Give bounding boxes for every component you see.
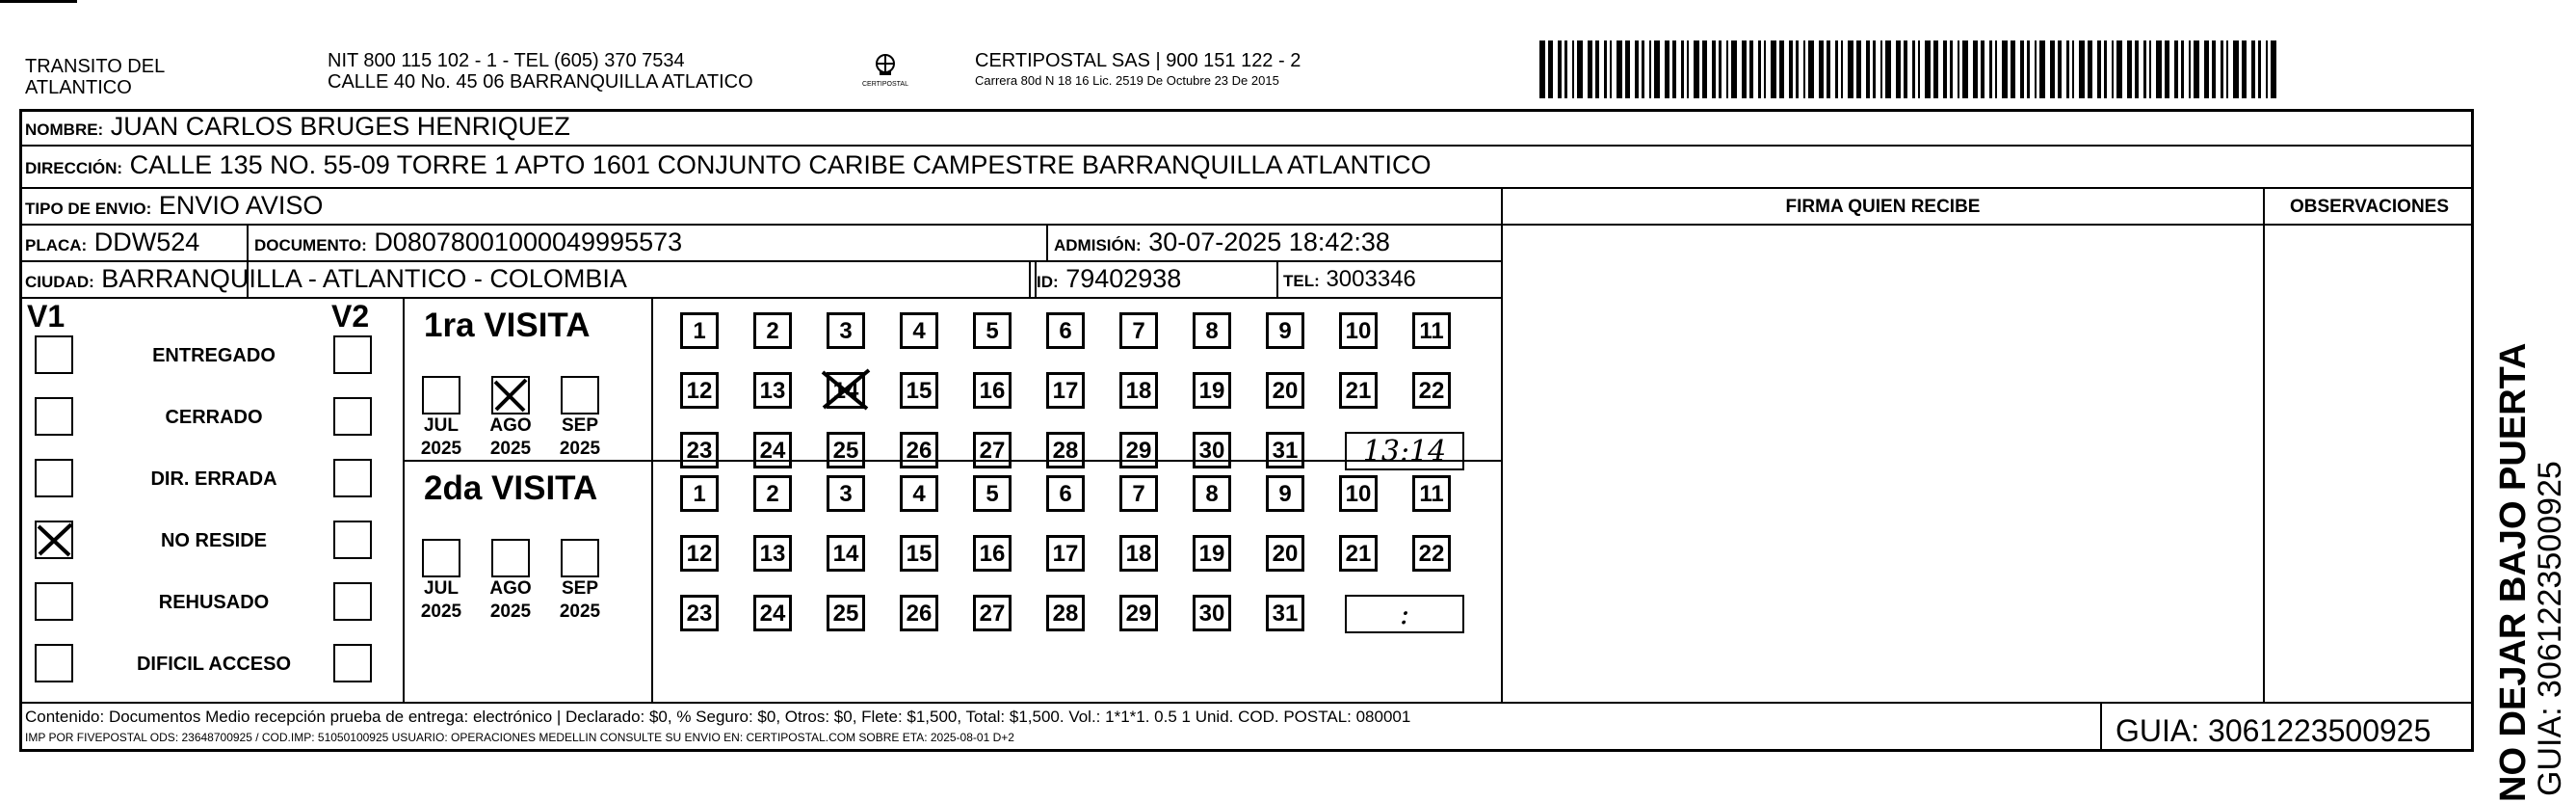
barcode-bar (1981, 40, 1985, 98)
barcode-bar (1803, 40, 1805, 98)
document-row (254, 227, 682, 257)
v1-checkbox[interactable] (35, 335, 73, 374)
barcode-bar (1687, 40, 1689, 98)
day-box[interactable]: 30 (1193, 432, 1231, 468)
day-box[interactable]: 4 (900, 312, 938, 349)
v2-checkbox[interactable] (333, 397, 372, 436)
barcode-bar (1764, 40, 1766, 98)
barcode-bar (2020, 40, 2024, 98)
barcode-bar (2212, 40, 2216, 98)
day-box[interactable]: 15 (900, 535, 938, 572)
month-label: AGO (489, 578, 532, 599)
month-label: SEP (561, 415, 599, 436)
footer-guia: GUIA: 3061223500925 (2116, 713, 2431, 748)
print-line: IMP POR FIVEPOSTAL ODS: 23648700925 / COD.IMP: 51050100925 USUARIO: OPERACIONES MEDELLIN CONSULTE SU ENVIO EN: CERTIPOSTAL.COM SOBRE ETA: 2025-08-01 D+2 (25, 731, 1014, 744)
side-guia: GUIA: 3061223500925 (2532, 461, 2568, 796)
carrier-info (975, 50, 1301, 89)
barcode-bar (2088, 40, 2092, 98)
day-box[interactable]: 21 (1339, 372, 1378, 409)
day-box[interactable]: 8 (1193, 312, 1231, 349)
barcode-bar (2112, 40, 2114, 98)
month-checkbox[interactable] (491, 539, 530, 577)
barcode-bar (2174, 40, 2178, 98)
outcome-label: ENTREGADO (152, 345, 276, 366)
rule-row1 (19, 145, 2474, 147)
barcode-bar (2011, 40, 2015, 98)
day-box[interactable]: 6 (1046, 475, 1085, 512)
day-box[interactable]: 26 (900, 432, 938, 468)
barcode-bar (2233, 40, 2239, 98)
visit-title: 1ra VISITA (424, 307, 591, 344)
barcode-bar (2116, 40, 2122, 98)
barcode-bar (1950, 40, 1953, 98)
rule-obs-left (2263, 187, 2265, 702)
address-row (25, 150, 1432, 180)
day-box[interactable]: 17 (1046, 372, 1085, 409)
v1-checkbox[interactable] (35, 644, 73, 682)
v1-checkbox[interactable] (35, 459, 73, 497)
barcode-bar (2079, 40, 2085, 98)
plate: DDW524 (93, 227, 200, 256)
day-box[interactable]: 1 (680, 475, 719, 512)
city-label: CIUDAD: (25, 273, 94, 291)
day-box[interactable]: 24 (753, 595, 792, 631)
barcode-bar (1896, 40, 1901, 98)
barcode-bar (1973, 40, 1978, 98)
v2-checkbox[interactable] (333, 521, 372, 559)
barcode-bar (1808, 40, 1814, 98)
v1-label: V1 (27, 299, 66, 334)
day-box[interactable]: 9 (1266, 475, 1304, 512)
barcode-bar (1749, 40, 1753, 98)
barcode-bar (2097, 40, 2101, 98)
barcode-bar (1702, 40, 1707, 98)
day-box[interactable]: 9 (1266, 312, 1304, 349)
signature-header: FIRMA QUIEN RECIBE (1785, 197, 1981, 217)
carrier-line1: CERTIPOSTAL SAS | 900 151 122 - 2 (975, 50, 1301, 71)
month-label: JUL (424, 578, 459, 599)
barcode-bar (1989, 40, 1992, 98)
v1-checkbox[interactable] (35, 397, 73, 436)
barcode-bar (1665, 40, 1669, 98)
barcode-bar (1912, 40, 1915, 98)
day-box[interactable]: 2 (753, 475, 792, 512)
month-year: 2025 (559, 602, 601, 622)
barcode-bar (1742, 40, 1747, 98)
day-box[interactable]: 25 (827, 595, 865, 631)
month-label: SEP (561, 578, 599, 599)
barcode-bar (1642, 40, 1644, 98)
barcode-bar (1625, 40, 1630, 98)
barcode-bar (2266, 40, 2268, 98)
day-box[interactable]: 15 (900, 372, 938, 409)
sender-contact: NIT 800 115 102 - 1 - TEL (605) 370 7534 CALLE 40 No. 45 06 BARRANQUILLA ATLATICO (328, 50, 753, 93)
month-year: 2025 (489, 602, 532, 622)
day-box[interactable]: 16 (973, 535, 1012, 572)
barcode-bar (1595, 40, 1599, 98)
barcode-bar (1866, 40, 1870, 98)
carrier-line2: Carrera 80d N 18 16 Lic. 2519 De Octubre 23 De 2015 (975, 73, 1279, 88)
day-box[interactable]: 19 (1193, 535, 1231, 572)
barcode-bar (2027, 40, 2030, 98)
barcode-bar (2104, 40, 2107, 98)
rule-footer-guia (2100, 702, 2102, 752)
month-label: JUL (424, 415, 459, 436)
barcode-bar (1635, 40, 1639, 98)
rule-row4 (19, 260, 1503, 262)
day-box[interactable]: 7 (1119, 475, 1158, 512)
month-year: 2025 (559, 439, 601, 459)
v2-checkbox[interactable] (333, 644, 372, 682)
day-box[interactable]: 11 (1412, 475, 1451, 512)
id-row (1037, 264, 1181, 294)
rule-outcomes-right (403, 297, 405, 702)
v2-checkbox[interactable] (333, 459, 372, 497)
barcode-bar (2058, 40, 2062, 98)
barcode-bar (1694, 40, 1699, 98)
day-box[interactable]: 13 (753, 372, 792, 409)
day-box[interactable]: 4 (900, 475, 938, 512)
barcode-bar (2251, 40, 2255, 98)
content-line: Contenido: Documentos Medio recepción prueba de entrega: electrónico | Declarado: $0, % Seguro: $0, Otros: $0, Flete: $1,500, Total: $1,500. Vol.: 1*1*1. 0.5 1 Unid. COD. POSTAL: 080001 (25, 708, 1411, 726)
day-box[interactable]: 10 (1339, 312, 1378, 349)
day-box[interactable]: 7 (1119, 312, 1158, 349)
barcode-bar (1933, 40, 1938, 98)
day-box[interactable]: 20 (1266, 535, 1304, 572)
barcode-bar (1604, 40, 1607, 98)
rule-months-right (651, 297, 653, 702)
month-checkbox[interactable] (422, 539, 460, 577)
barcode-bar (2271, 40, 2276, 98)
barcode-bar (2002, 40, 2008, 98)
rule-tel (1276, 260, 1278, 297)
barcode-bar (1564, 40, 1567, 98)
address-label: DIRECCIÓN: (25, 159, 123, 177)
v1-check-mark (37, 522, 73, 557)
barcode-bar (1572, 40, 1574, 98)
document-label: DOCUMENTO: (254, 236, 367, 254)
day-box[interactable]: 12 (680, 372, 719, 409)
barcode-bar (1558, 40, 1562, 98)
barcode-bar (1880, 40, 1882, 98)
month-checkbox[interactable] (561, 376, 599, 414)
barcode-bar (1789, 40, 1793, 98)
carrier-logo (860, 50, 910, 94)
day-box[interactable]: 8 (1193, 475, 1231, 512)
day-box[interactable]: 28 (1046, 432, 1085, 468)
v1-checkbox[interactable] (35, 582, 73, 621)
barcode-bar (2066, 40, 2069, 98)
barcode-bar (1610, 40, 1612, 98)
barcode-bar (1731, 40, 1737, 98)
day-box[interactable]: 12 (680, 535, 719, 572)
month-label: AGO (489, 415, 532, 436)
observations-header: OBSERVACIONES (2289, 197, 2450, 217)
barcode-bar (1771, 40, 1776, 98)
barcode-bar (1577, 40, 1583, 98)
visit-title: 2da VISITA (424, 469, 598, 507)
barcode (1539, 40, 2291, 98)
day-box[interactable]: 5 (973, 312, 1012, 349)
id-label: ID: (1037, 273, 1059, 291)
day-box[interactable]: 3 (827, 475, 865, 512)
recipient-address: CALLE 135 NO. 55-09 TORRE 1 APTO 1601 CONJUNTO CARIBE CAMPESTRE BARRANQUILLA ATLANTICO (129, 150, 1432, 179)
day-box[interactable]: 27 (973, 595, 1012, 631)
admission-row (1054, 227, 1390, 257)
barcode-bar (2143, 40, 2146, 98)
day-box[interactable]: 6 (1046, 312, 1085, 349)
barcode-bar (1548, 40, 1553, 98)
day-box[interactable]: 14 (827, 372, 865, 409)
month-year: 2025 (420, 439, 462, 459)
day-box[interactable]: 26 (900, 595, 938, 631)
barcode-bar (1958, 40, 1959, 98)
barcode-bar (1796, 40, 1799, 98)
barcode-bar (1918, 40, 1920, 98)
day-box[interactable]: 28 (1046, 595, 1085, 631)
month-check-mark (493, 378, 528, 413)
day-box[interactable]: 22 (1412, 535, 1451, 572)
day-box[interactable]: 14 (827, 535, 865, 572)
day-box[interactable]: 1 (680, 312, 719, 349)
month-checkbox[interactable] (422, 376, 460, 414)
day-box[interactable]: 29 (1119, 595, 1158, 631)
barcode-bar (1904, 40, 1907, 98)
barcode-bar (1873, 40, 1876, 98)
barcode-bar (2050, 40, 2055, 98)
ship-type-row (25, 191, 323, 221)
barcode-bar (2204, 40, 2209, 98)
barcode-bar (2226, 40, 2228, 98)
barcode-bar (1758, 40, 1761, 98)
barcode-bar (1726, 40, 1728, 98)
rule-row5 (19, 297, 1503, 299)
barcode-bar (2135, 40, 2139, 98)
barcode-bar (1943, 40, 1947, 98)
barcode-bar (2149, 40, 2151, 98)
city-row (25, 264, 627, 294)
top-rule (0, 0, 77, 3)
barcode-bar (2039, 40, 2045, 98)
outcome-label: DIR. ERRADA (150, 468, 277, 490)
day-box[interactable]: 3 (827, 312, 865, 349)
barcode-bar (2221, 40, 2223, 98)
day-box[interactable]: 23 (680, 595, 719, 631)
outcome-label: DIFICIL ACCESO (136, 654, 291, 675)
sender-name: TRANSITO DEL ATLANTICO (25, 56, 166, 98)
rule-row3 (19, 224, 2474, 226)
day-check-mark (821, 368, 871, 411)
barcode-bar (1539, 40, 1545, 98)
barcode-bar (1712, 40, 1716, 98)
admission-label: ADMISIÓN: (1054, 236, 1142, 254)
barcode-bar (1779, 40, 1784, 98)
day-box[interactable]: 18 (1119, 535, 1158, 572)
barcode-bar (1617, 40, 1622, 98)
day-box[interactable]: 2 (753, 312, 792, 349)
barcode-bar (1925, 40, 1931, 98)
barcode-bar (1654, 40, 1660, 98)
month-year: 2025 (489, 439, 532, 459)
day-box[interactable]: 31 (1266, 432, 1304, 468)
rule-sig-left (1501, 187, 1503, 702)
outcome-label: NO RESIDE (160, 530, 268, 551)
admission-date: 30-07-2025 18:42:38 (1148, 227, 1390, 256)
barcode-bar (2189, 40, 2191, 98)
outcome-label: REHUSADO (158, 592, 270, 613)
rule-footer (19, 702, 2474, 704)
v2-checkbox[interactable] (333, 582, 372, 621)
tel-label: TEL: (1283, 272, 1320, 290)
plate-label: PLACA: (25, 236, 88, 254)
tel-number: 3003346 (1326, 266, 1416, 292)
barcode-bar (1885, 40, 1891, 98)
barcode-bar (1962, 40, 1968, 98)
barcode-bar (1719, 40, 1722, 98)
day-box[interactable]: 31 (1266, 595, 1304, 631)
rule-row2 (19, 187, 2474, 189)
barcode-bar (1841, 40, 1843, 98)
day-box[interactable]: 18 (1119, 372, 1158, 409)
barcode-bar (1681, 40, 1684, 98)
id-number: 79402938 (1065, 264, 1182, 293)
barcode-bar (1827, 40, 1830, 98)
v2-label: V2 (331, 299, 370, 334)
barcode-bar (1995, 40, 1997, 98)
time-box[interactable]: 13:14 (1345, 432, 1464, 470)
side-warning: NO DEJAR BAJO PUERTA (2493, 342, 2534, 802)
day-box[interactable]: 17 (1046, 535, 1085, 572)
name-row (25, 112, 570, 142)
outcome-label: CERRADO (165, 407, 263, 428)
day-box[interactable]: 20 (1266, 372, 1304, 409)
day-box[interactable]: 27 (973, 432, 1012, 468)
barcode-bar (2165, 40, 2169, 98)
day-box[interactable]: 19 (1193, 372, 1231, 409)
day-box[interactable]: 25 (827, 432, 865, 468)
barcode-bar (1856, 40, 1861, 98)
day-box[interactable]: 13 (753, 535, 792, 572)
time-box[interactable]: : (1345, 595, 1464, 633)
city: BARRANQUILLA - ATLANTICO - COLOMBIA (101, 264, 627, 293)
day-box[interactable]: 21 (1339, 535, 1378, 572)
carrier-logo-icon (860, 50, 910, 94)
barcode-bar (1848, 40, 1853, 98)
barcode-bar (2156, 40, 2162, 98)
barcode-bar (2035, 40, 2037, 98)
rule-id (1029, 260, 1031, 297)
month-year: 2025 (420, 602, 462, 622)
barcode-bar (2194, 40, 2199, 98)
day-box[interactable]: 11 (1412, 312, 1451, 349)
v2-checkbox[interactable] (333, 335, 372, 374)
day-box[interactable]: 23 (680, 432, 719, 468)
barcode-bar (2181, 40, 2184, 98)
barcode-bar (1672, 40, 1676, 98)
ship-type-label: TIPO DE ENVIO: (25, 200, 152, 218)
barcode-bar (1835, 40, 1838, 98)
carrier-logo-text: CERTIPOSTAL (862, 81, 908, 88)
recipient-name: JUAN CARLOS BRUGES HENRIQUEZ (110, 112, 570, 141)
day-box[interactable]: 30 (1193, 595, 1231, 631)
barcode-bar (2072, 40, 2074, 98)
barcode-bar (1588, 40, 1592, 98)
document-number: D08078001000049995573 (374, 227, 683, 256)
month-checkbox[interactable] (561, 539, 599, 577)
day-box[interactable]: 10 (1339, 475, 1378, 512)
day-box[interactable]: 22 (1412, 372, 1451, 409)
day-box[interactable]: 5 (973, 475, 1012, 512)
tel-row (1283, 266, 1416, 293)
barcode-bar (1649, 40, 1651, 98)
barcode-bar (1819, 40, 1824, 98)
day-box[interactable]: 16 (973, 372, 1012, 409)
barcode-bar (2127, 40, 2132, 98)
name-label: NOMBRE: (25, 120, 104, 139)
barcode-bar (2242, 40, 2247, 98)
day-box[interactable]: 29 (1119, 432, 1158, 468)
day-box[interactable]: 24 (753, 432, 792, 468)
ship-type: ENVIO AVISO (158, 191, 324, 220)
plate-row (25, 227, 199, 257)
barcode-bar (2258, 40, 2261, 98)
